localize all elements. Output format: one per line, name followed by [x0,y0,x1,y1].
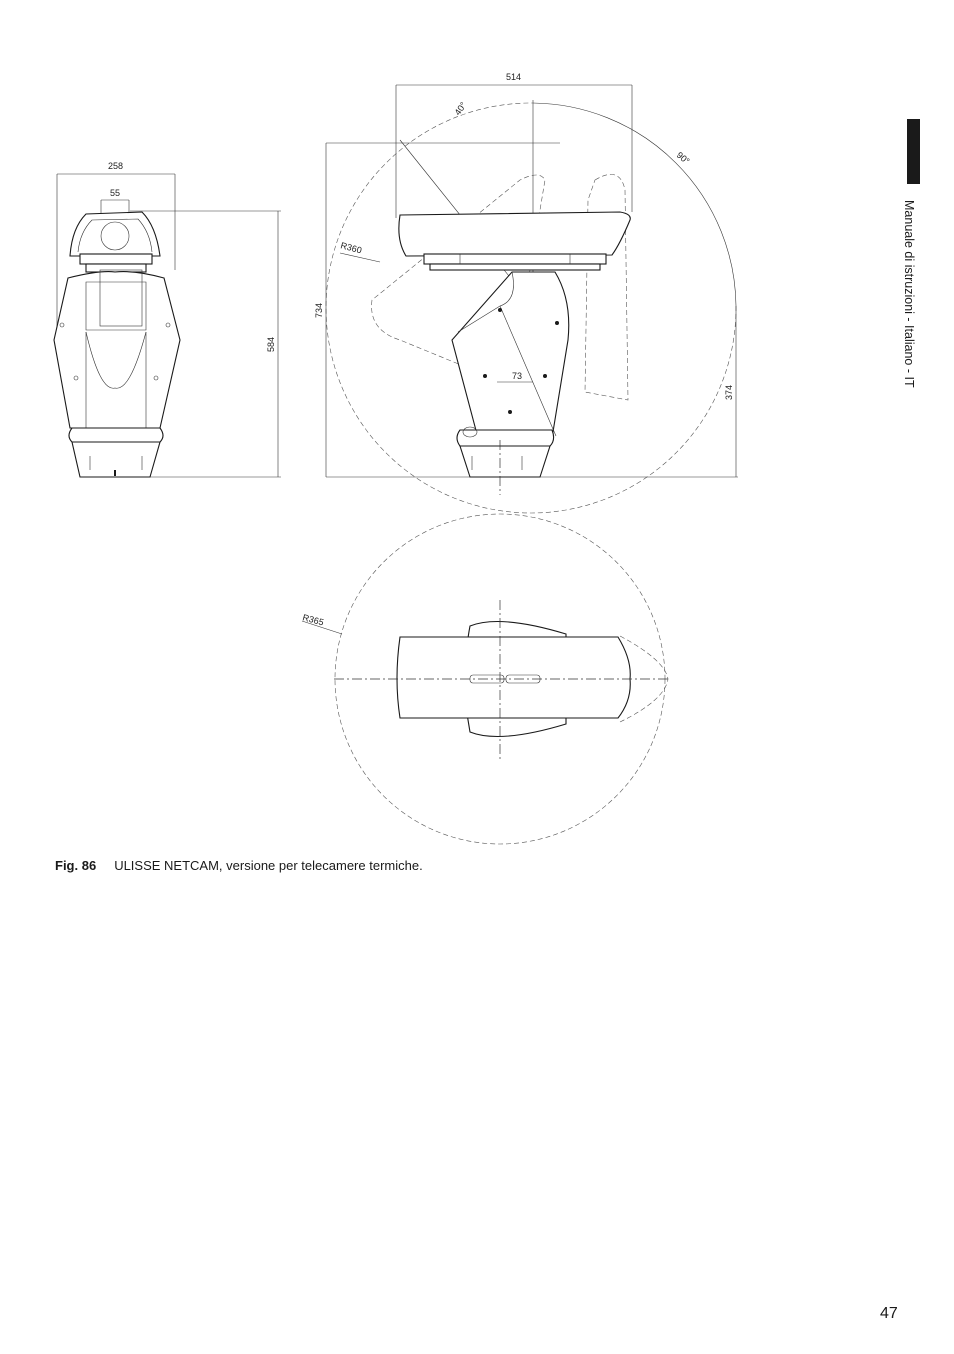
dim-side-angle-rot: 90° [674,149,692,167]
front-view [54,174,281,477]
dim-front-width: 258 [108,161,124,171]
figure-label: Fig. 86 [55,858,97,873]
dim-front-lens: 55 [110,188,121,198]
dim-side-angle-up: 40° [452,100,469,118]
top-view [302,514,668,844]
side-view [326,85,738,513]
page-number: 47 [880,1305,898,1322]
figure-caption [55,858,423,873]
dimension-labels [108,72,734,628]
section-tab-marker [907,119,920,184]
dim-side-offset: 73 [512,371,523,381]
dim-top-radius: R365 [301,612,325,628]
dim-side-right-height: 374 [724,384,734,400]
dim-front-height: 584 [266,336,276,352]
sidebar-manual-label [876,200,954,440]
sidebar-text: Manuale di istruzioni - Italiano - IT [902,200,916,388]
dim-side-height: 734 [314,302,324,318]
dim-side-top-width: 514 [506,72,522,82]
figure-text: ULISSE NETCAM, versione per telecamere termiche. [114,858,423,873]
dim-side-radius: R360 [339,240,363,256]
